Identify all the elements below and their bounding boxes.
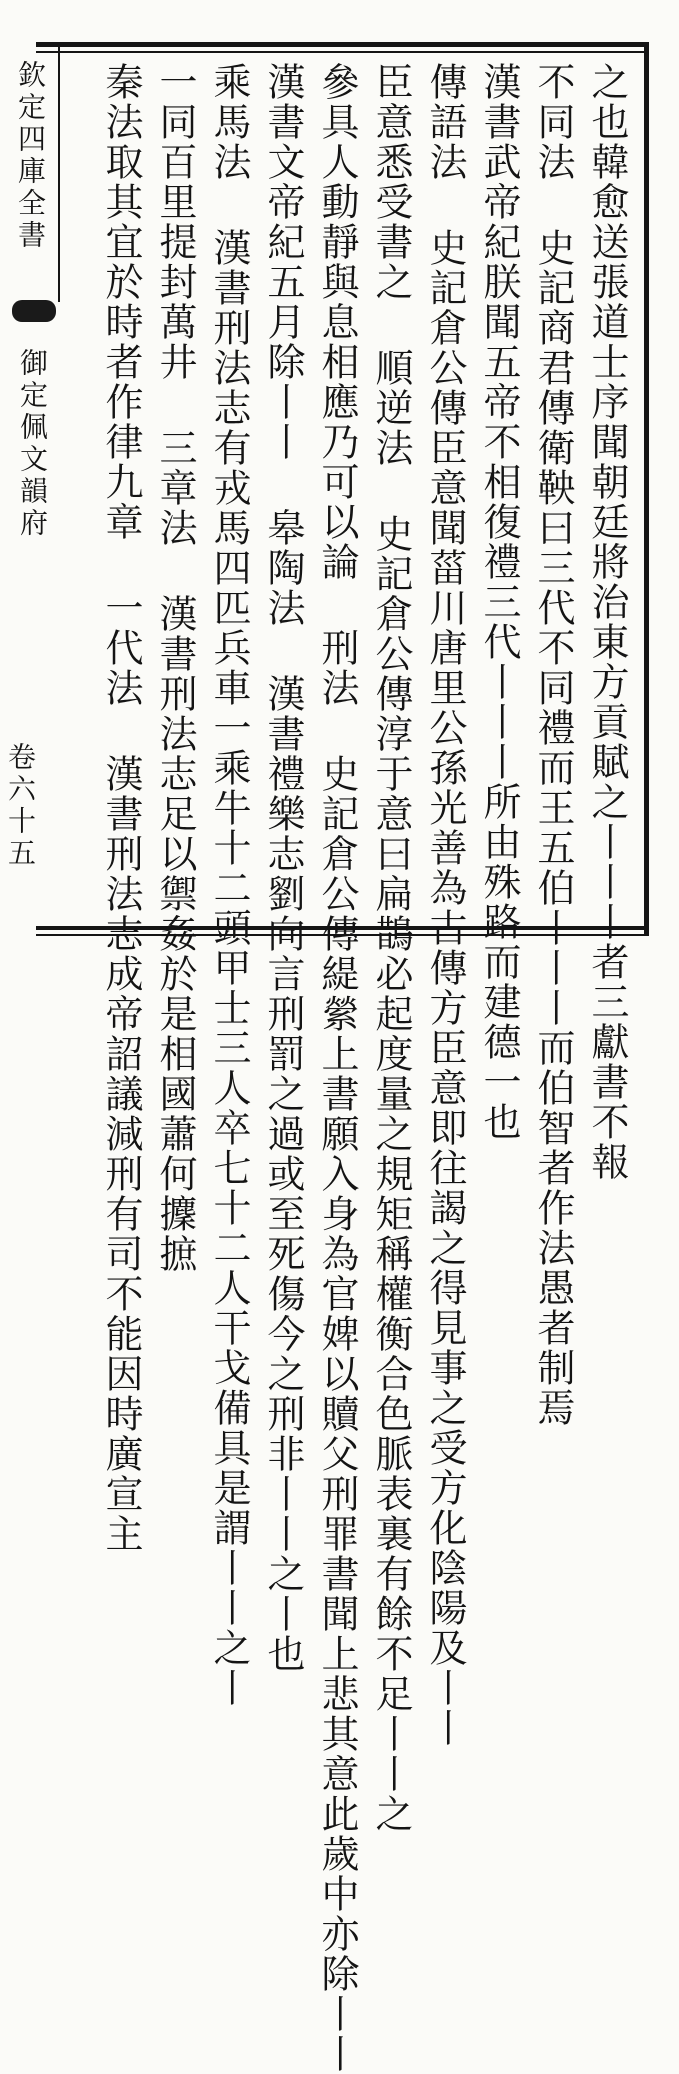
column-text: 秦法取其宜於時者作律九章 一代法 漢書刑法志成帝詔議減刑有司不能因時廣宣主	[99, 62, 143, 1554]
column-text: 傳語法 史記倉公傳臣意聞菑川唐里公孫光善為古傳方臣意即往謁之得見事之受方化陰陽及丨丨	[423, 62, 467, 1748]
column-text: 之也韓愈送張道士序聞朝廷將治東方貢賦之丨丨丨者三獻書不報	[585, 62, 629, 1182]
margin-sub-title: 御定佩文韻府	[16, 348, 49, 540]
text-column-10	[99, 62, 154, 1554]
margin-book-title: 欽定四庫全書	[14, 60, 47, 252]
top-border	[36, 42, 648, 47]
column-text: 臣意悉受書之 順逆法 史記倉公傳淳于意曰扁鵲必起度量之規矩稱權衡合色脈表裏有餘不足丨丨之	[369, 62, 413, 1834]
column-text: 漢書文帝紀五月除丨丨 皋陶法 漢書禮樂志劉向言刑罰之過或至死傷今之刑非丨丨之丨也	[261, 62, 305, 1674]
right-border	[644, 42, 649, 936]
text-column-4	[423, 62, 478, 1748]
text-column-3	[477, 62, 532, 1142]
column-text: 一同百里提封萬井 三章法 漢書刑法志足以禦姦於是相國蕭何攈摭	[153, 62, 197, 1274]
text-column-1	[585, 62, 640, 1182]
text-column-7	[261, 62, 316, 1674]
text-column-5	[369, 62, 424, 1834]
left-margin-divider	[58, 42, 60, 302]
fishtail-mark-icon	[12, 300, 56, 322]
top-border-inner	[36, 51, 648, 53]
column-text: 不同法 史記商君傳衛鞅曰三代不同禮而王五伯丨丨丨而伯智者作法愚者制焉	[531, 62, 575, 1428]
page-number: 卷六十五	[4, 742, 37, 870]
text-column-9	[153, 62, 208, 1274]
text-column-6	[315, 62, 370, 2074]
text-column-8	[207, 62, 262, 1708]
column-text: 漢書武帝紀朕聞五帝不相復禮三代丨丨丨所由殊路而建德一也	[477, 62, 521, 1142]
text-column-2	[531, 62, 586, 1428]
column-text: 參具人動靜與息相應乃可以論 刑法 史記倉公傳緹縈上書願入身為官婢以贖父刑罪書聞上悲其意此歲中亦除丨丨	[315, 62, 359, 2074]
column-text: 乘馬法 漢書刑法志有戎馬四匹兵車一乘牛十二頭甲士三人卒七十二人干戈備具是謂丨丨之丨	[207, 62, 251, 1708]
